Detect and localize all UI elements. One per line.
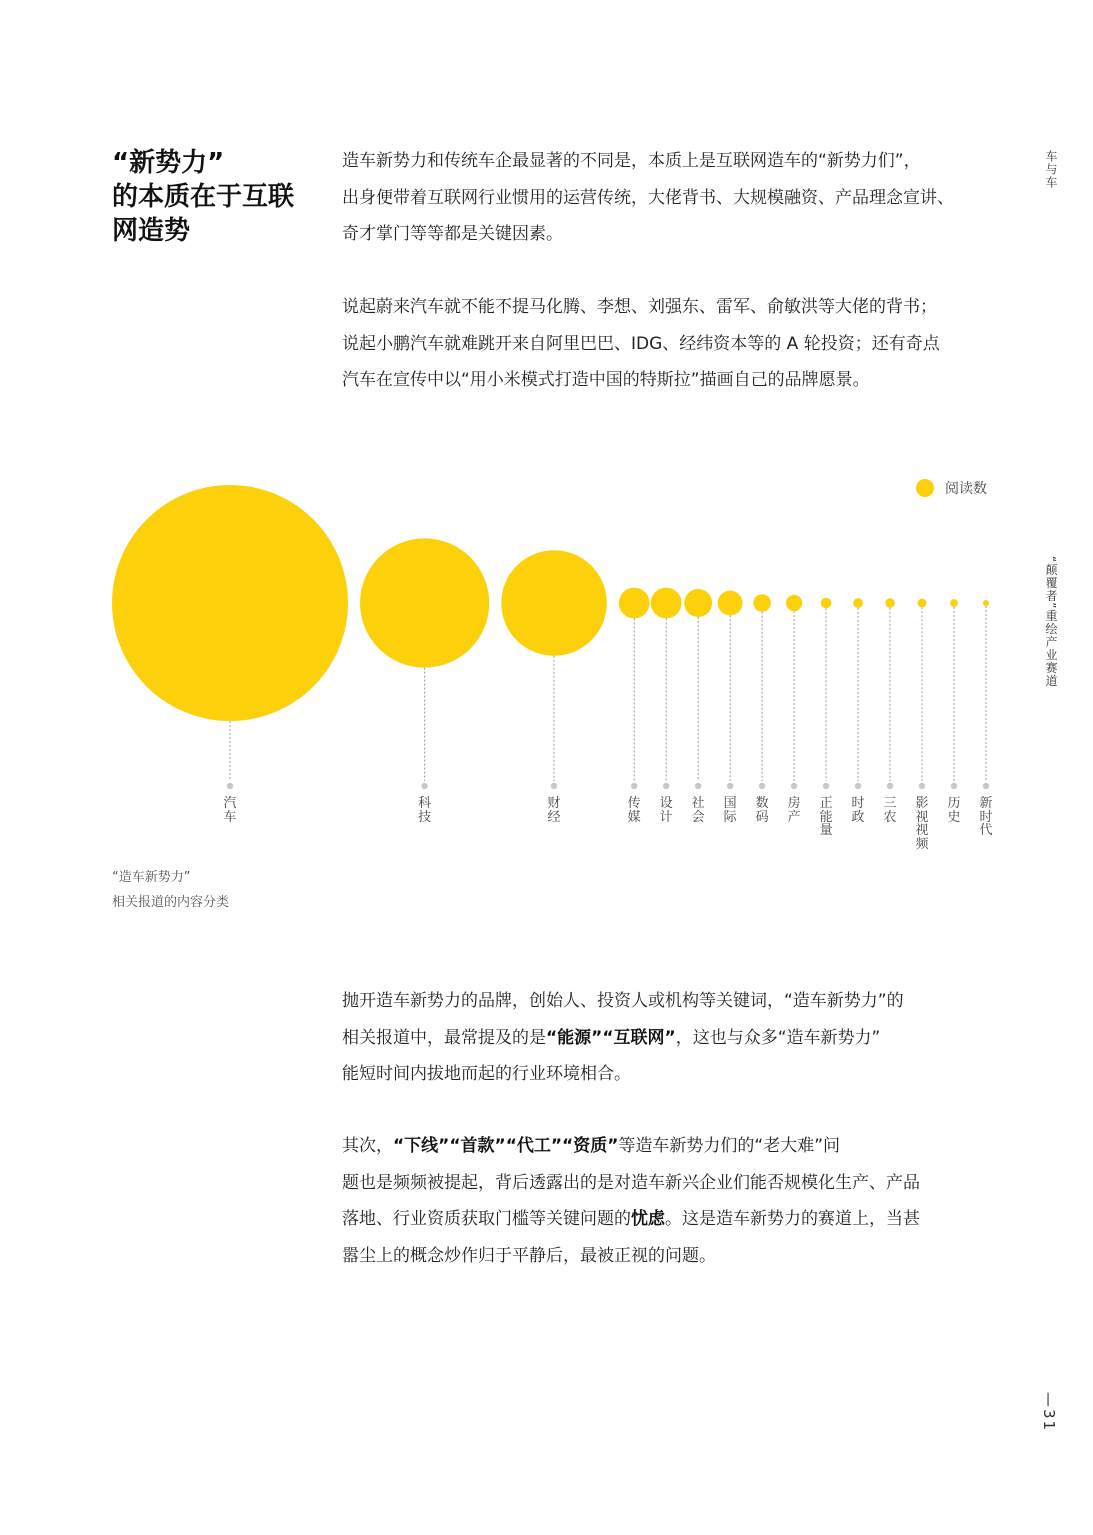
chart-caption (112, 865, 229, 915)
text-line: 题也是频频被提起，背后透露出的是对造车新兴企业们能否规模化生产、产品 (342, 1172, 920, 1193)
category-label: 财经 (547, 796, 561, 825)
category-label: 社会 (691, 796, 705, 825)
category-dot (663, 783, 669, 789)
category-dot (631, 783, 637, 789)
caption-line: “造车新势力” (112, 870, 191, 885)
category-label: 历史 (947, 796, 961, 825)
category-dot (887, 783, 893, 789)
bubble-15 (983, 600, 989, 606)
category-dot (551, 783, 557, 789)
text-span: 落地、行业资质获取门槛等关键问题的 (342, 1209, 631, 1229)
category-dot (919, 783, 925, 789)
bubble-6 (684, 589, 712, 617)
category-dot (823, 783, 829, 789)
legend-label: 阅读数 (945, 481, 987, 497)
category-label: 时政 (851, 796, 865, 825)
bubble-3 (501, 550, 607, 656)
paragraph-1 (342, 143, 994, 253)
category-label: 科技 (418, 796, 432, 825)
category-label: 房产 (787, 796, 801, 825)
category-dot (727, 783, 733, 789)
bubble-12 (885, 598, 894, 607)
bold-keyword: 忧虑 (631, 1209, 665, 1229)
paragraph-3 (342, 983, 994, 1093)
bubble-13 (918, 599, 927, 608)
bubble-14 (950, 599, 958, 607)
text-line: 出身便带着互联网行业惯用的运营传统，大佬背书、大规模融资、产品理念宣讲、 (342, 187, 954, 208)
category-dot (983, 783, 989, 789)
bubble-2 (360, 538, 489, 667)
category-label: 三农 (883, 796, 897, 825)
category-dot (421, 783, 427, 789)
category-label: 正能量 (819, 796, 833, 838)
text-span: ，这也与众多“造车新势力” (675, 1027, 881, 1048)
bubble-4 (619, 588, 650, 619)
bold-keyword: “互联网” (602, 1027, 676, 1048)
paragraph-4 (342, 1128, 994, 1274)
section-heading (112, 146, 322, 248)
running-header: 车与车 (1044, 150, 1058, 189)
category-dot (791, 783, 797, 789)
text-span: 相关报道中，最常提及的是 (342, 1027, 546, 1048)
text-line: 说起蔚来汽车就不能不提马化腾、李想、刘强东、雷军、俞敏洪等大佬的背书； (342, 297, 937, 317)
category-label: 汽车 (223, 796, 237, 825)
text-line: 奇才掌门等等都是关键因素。 (342, 224, 563, 244)
category-label: 设计 (659, 796, 673, 825)
text-line: 说起小鹏汽车就难跳开来自阿里巴巴、IDG、经纬资本等的 A 轮投资；还有奇点 (342, 333, 940, 354)
heading-line: 网造势 (112, 216, 191, 246)
text-span: 等造车新势力们的“老大难”问 (618, 1136, 841, 1156)
paragraph-2 (342, 289, 994, 399)
text-line: 造车新势力和传统车企最显著的不同是，本质上是互联网造车的“新势力们”， (342, 151, 921, 171)
text-line: 嚣尘上的概念炒作归于平静后，最被正视的问题。 (342, 1245, 716, 1266)
bubble-5 (651, 588, 682, 619)
category-label: 影视视频 (915, 796, 929, 852)
category-dot (855, 783, 861, 789)
heading-line: 的本质在于互联 (112, 182, 295, 212)
text-line (342, 1128, 994, 1165)
bubble-1 (112, 485, 348, 721)
category-dot (951, 783, 957, 789)
category-dot (695, 783, 701, 789)
heading-line: “新势力” (112, 148, 225, 178)
bubble-8 (753, 594, 771, 612)
bold-keyword: “下线”“首款”“代工”“资质” (393, 1136, 619, 1156)
text-span: 其次， (342, 1136, 393, 1156)
bubble-9 (786, 595, 802, 611)
bubble-10 (821, 598, 832, 609)
bold-keyword: “能源” (546, 1027, 603, 1048)
bubble-11 (853, 598, 863, 608)
category-dot (227, 783, 233, 789)
text-line (342, 1020, 994, 1057)
page-number: —31 (1040, 1392, 1058, 1433)
text-span: 。这是造车新势力的赛道上，当甚 (665, 1209, 920, 1229)
category-label: 新时代 (979, 796, 993, 838)
chapter-title: “颠覆者”重绘产业赛道 (1044, 556, 1058, 688)
category-label: 传媒 (627, 796, 641, 825)
text-line: 汽车在宣传中以“用小米模式打造中国的特斯拉”描画自己的品牌愿景。 (342, 370, 870, 390)
text-line (342, 1201, 994, 1238)
text-line: 抛开造车新势力的品牌，创始人、投资人或机构等关键词，“造车新势力”的 (342, 991, 904, 1011)
category-dot (759, 783, 765, 789)
text-line: 能短时间内拔地而起的行业环境相合。 (342, 1064, 631, 1084)
caption-line: 相关报道的内容分类 (112, 895, 230, 910)
category-label: 国际 (723, 796, 737, 825)
category-label: 数码 (755, 796, 769, 825)
chart-legend (916, 478, 987, 498)
legend-swatch (916, 479, 934, 497)
bubble-7 (718, 591, 743, 616)
